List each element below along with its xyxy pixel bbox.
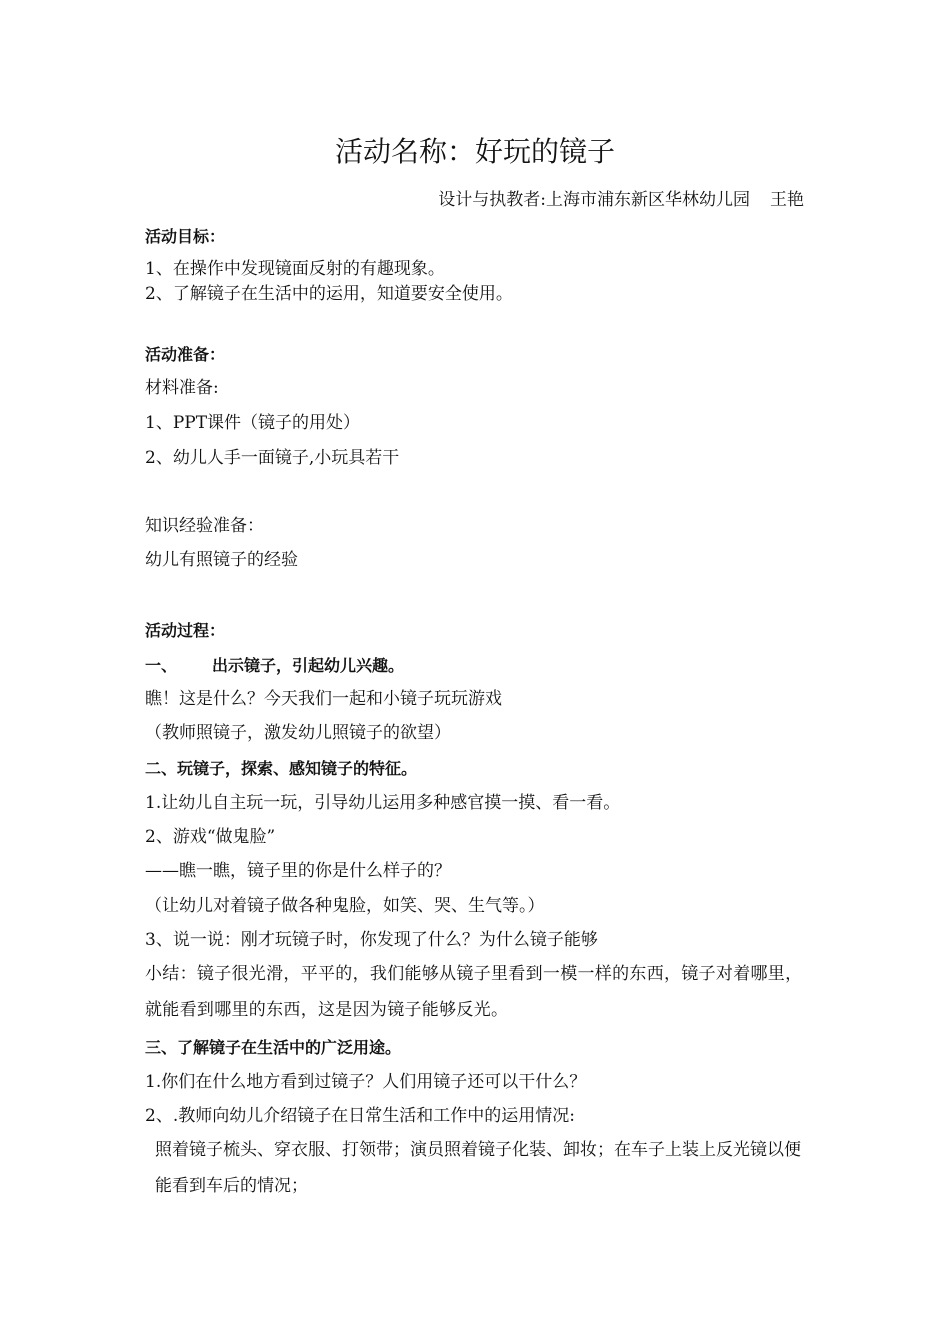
prep-heading: 活动准备： — [145, 345, 226, 364]
step2-line: ——瞧一瞧，镜子里的你是什么样子的？ — [145, 861, 451, 881]
step2-summary: 小结：镜子很光滑，平平的，我们能够从镜子里看到一模一样的东西，镜子对着哪里，就能看到哪里的东西，这是因为镜子能够反光。 — [145, 964, 803, 1020]
goal-item: 2、了解镜子在生活中的运用，知道要安全使用。 — [145, 284, 513, 304]
step3-line: 1.你们在什么地方看到过镜子？人们用镜子还可以干什么？ — [145, 1072, 587, 1092]
goals-heading: 活动目标： — [145, 227, 226, 246]
step2-line: 2、游戏“做鬼脸” — [145, 827, 276, 847]
step3-line: 2、.教师向幼儿介绍镜子在日常生活和工作中的运用情况: — [145, 1106, 575, 1126]
step1-title: 出示镜子，引起幼儿兴趣。 — [212, 656, 405, 675]
step3-detail: 照着镜子梳头、穿衣服、打领带；演员照着镜子化装、卸妆；在车子上装上反光镜以便能看到车后的情况； — [155, 1140, 801, 1196]
step1-heading — [145, 655, 404, 677]
material-label: 材料准备: — [145, 378, 219, 398]
step1-number: 一、 — [145, 656, 178, 675]
material-item: 2、幼儿人手一面镜子,小玩具若干 — [145, 448, 400, 468]
knowledge-text: 幼儿有照镜子的经验 — [145, 550, 298, 570]
author-label: 设计与执教者:上海市浦东新区华林幼儿园 — [438, 190, 750, 210]
step3-heading: 三、了解镜子在生活中的广泛用途。 — [145, 1038, 402, 1057]
step1-line: 瞧！这是什么？今天我们一起和小镜子玩玩游戏 — [145, 689, 502, 709]
goal-item: 1、在操作中发现镜面反射的有趣现象。 — [145, 259, 445, 279]
document-title: 活动名称：好玩的镜子 — [334, 135, 615, 168]
process-heading: 活动过程： — [145, 621, 226, 640]
author-line — [438, 189, 804, 211]
step2-heading: 二、玩镜子，探索、感知镜子的特征。 — [145, 759, 418, 778]
step2-line: （让幼儿对着镜子做各种鬼脸，如笑、哭、生气等。） — [145, 896, 545, 916]
knowledge-label: 知识经验准备： — [145, 516, 264, 536]
material-item: 1、PPT课件（镜子的用处） — [145, 413, 361, 433]
step2-line: 3、说一说：刚才玩镜子时，你发现了什么？为什么镜子能够 — [145, 930, 598, 950]
step1-line: （教师照镜子，激发幼儿照镜子的欲望） — [145, 723, 451, 743]
author-name: 王艳 — [770, 190, 804, 210]
step2-line: 1.让幼儿自主玩一玩，引导幼儿运用多种感官摸一摸、看一看。 — [145, 793, 621, 813]
